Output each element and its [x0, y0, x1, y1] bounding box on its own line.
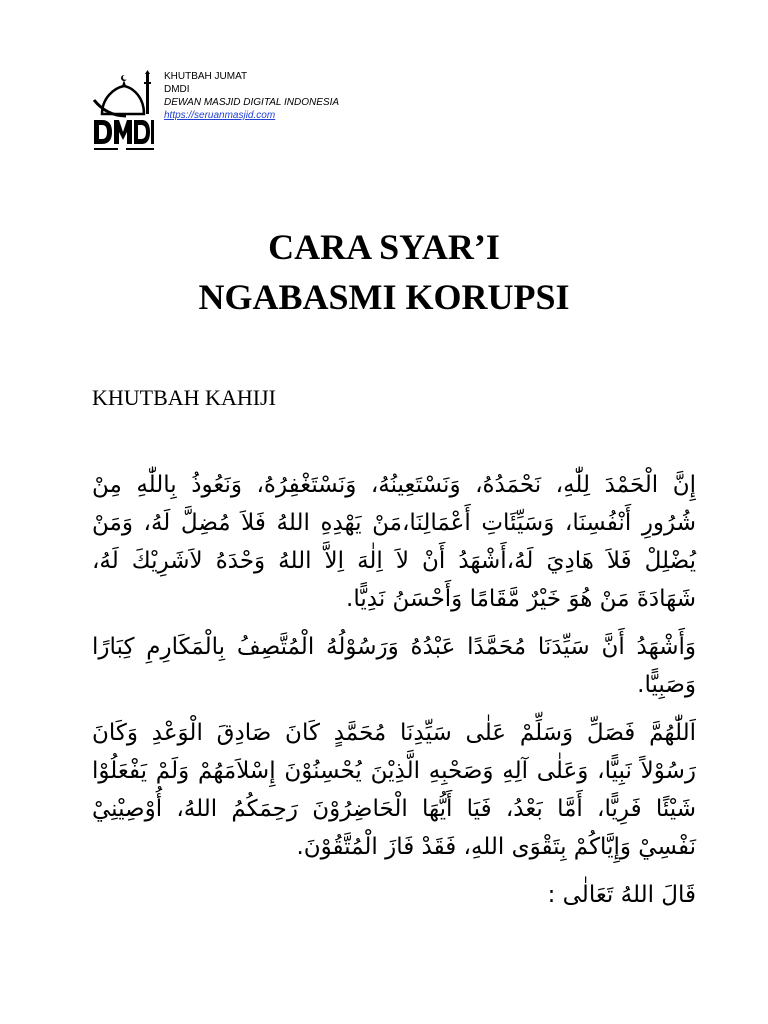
document-header [164, 70, 339, 122]
header-org-name: DEWAN MASJID DIGITAL INDONESIA [164, 97, 340, 108]
page-title-line-1: CARA SYAR’I [268, 227, 500, 267]
arabic-body-text [92, 466, 696, 924]
mosque-logo-icon [92, 70, 154, 156]
header-website-link[interactable]: https://seruanmasjid.com [164, 110, 276, 121]
header-khutbah-label: KHUTBAH JUMAT [164, 71, 248, 82]
arabic-paragraph-qala-allah: قَالَ اللهُ تَعَالٰى : [547, 882, 696, 908]
arabic-paragraph-opening: إِنَّ الْحَمْدَ لِلّٰهِ، نَحْمَدُهُ، وَنَسْتَعِينُهُ، وَنَسْتَغْفِرُهُ، وَنَعُوذُ بِاللّٰهِ مِنْ شُرُورِ أَنْفُسِنَا، وَسَيِّئَاتِ أَعْمَالِنَا،مَنْ يَهْدِهِ اللهُ فَلاَ مُضِلَّ لَهُ، وَمَنْ يُضْلِلْ فَلاَ هَادِيَ لَهُ،أَشْهَدُ أَنْ لاَ اِلٰهَ اِلاَّ اللهُ وَحْدَهُ لاَشَرِيْكَ لَهُ، شَهَادَةَ مَنْ هُوَ خَيْرٌ مَّقَامًا وَأَحْسَنُ نَدِيًّا. [92, 472, 696, 612]
page-title [0, 222, 768, 322]
page-title-line-2: NGABASMI KORUPSI [198, 277, 570, 317]
arabic-paragraph-salawat: اَللّٰهُمَّ فَصَلِّ وَسَلِّمْ عَلٰى سَيِّدِنَا مُحَمَّدٍ كَانَ صَادِقَ الْوَعْدِ وَكَانَ رَسُوْلاً نَبِيًّا، وَعَلٰى آلِهِ وَصَحْبِهِ الَّذِيْنَ يُحْسِنُوْنَ إِسْلاَمَهُمْ وَلَمْ يَفْعَلُوْا شَيْئًا فَرِيًّا، أَمَّا بَعْدُ، فَيَا أَيُّهَا الْحَاضِرُوْنَ رَحِمَكُمُ اللهُ، أُوْصِيْنِيْ نَفْسِيْ وَإِيَّاكُمْ بِتَقْوَى اللهِ، فَقَدْ فَازَ الْمُتَّقُوْنَ. [92, 720, 696, 860]
header-org-acronym: DMDI [164, 84, 190, 95]
arabic-paragraph-shahada: وَأَشْهَدُ أَنَّ سَيِّدَنَا مُحَمَّدًا عَبْدُهُ وَرَسُوْلُهُ الْمُتَّصِفُ بِالْمَكَارِمِ كِبَارًا وَصَبِيًّا. [92, 634, 696, 698]
section-heading: KHUTBAH KAHIJI [92, 385, 276, 410]
